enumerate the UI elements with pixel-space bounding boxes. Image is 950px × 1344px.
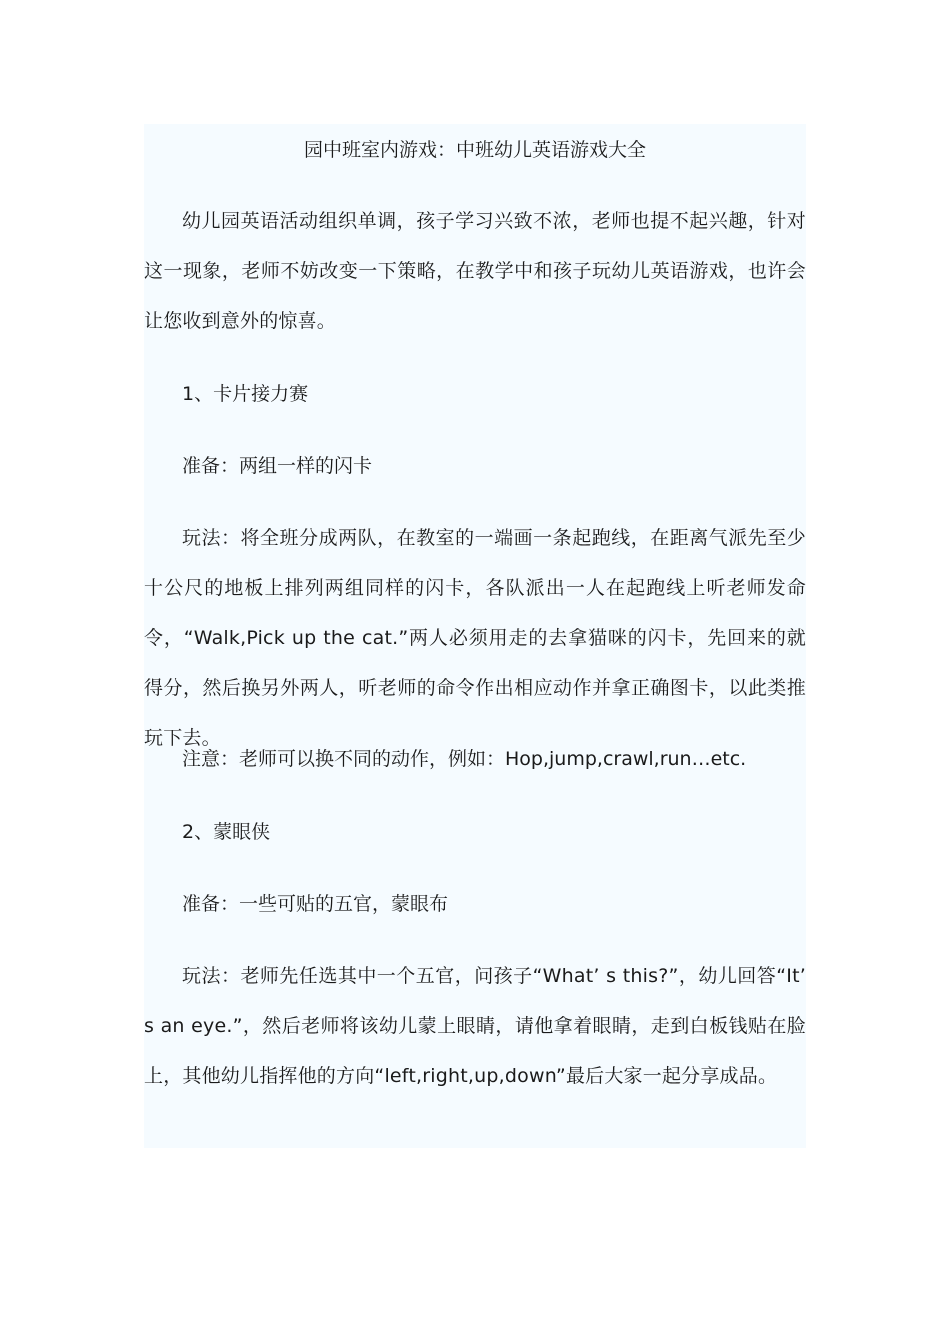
game2-heading: 2、蒙眼侠 <box>182 821 271 843</box>
game1-note: 注意：老师可以换不同的动作，例如：Hop,jump,crawl,run…etc. <box>182 748 747 770</box>
game1-preparation: 准备：两组一样的闪卡 <box>182 455 373 477</box>
document-content <box>144 124 806 1148</box>
game1-play-paragraph: 玩法：将全班分成两队，在教室的一端画一条起跑线，在距离气派先至少十公尺的地板上排列两组同样的闪卡，各队派出一人在起跑线上听老师发命令，“Walk,Pick up the cat.”两人必须用走的去拿猫咪的闪卡，先回来的就得分，然后换另外两人，听老师的命令作出相应动作并拿正确图卡，以此类推玩下去。 <box>144 527 806 749</box>
game1-heading: 1、卡片接力赛 <box>182 383 309 405</box>
game2-preparation: 准备：一些可贴的五官，蒙眼布 <box>182 893 449 915</box>
document-title: 园中班室内游戏：中班幼儿英语游戏大全 <box>303 139 646 161</box>
game2-play-paragraph: 玩法：老师先任选其中一个五官，问孩子“What’ s this?”，幼儿回答“It’ s an eye.”，然后老师将该幼儿蒙上眼睛，请他拿着眼睛，走到白板钱贴在脸上，其他幼儿指挥他的方向“left,right,up,down”最后大家一起分享成品。 <box>144 965 806 1087</box>
intro-paragraph: 幼儿园英语活动组织单调，孩子学习兴致不浓，老师也提不起兴趣，针对这一现象，老师不妨改变一下策略，在教学中和孩子玩幼儿英语游戏，也许会让您收到意外的惊喜。 <box>144 210 806 332</box>
